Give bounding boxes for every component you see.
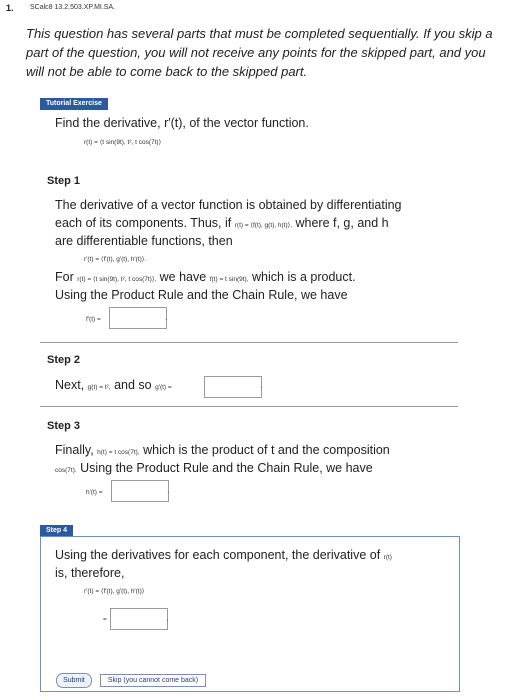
step1-line5: Using the Product Rule and the Chain Rule, we have: [55, 288, 348, 302]
step1-line1: The derivative of a vector function is obtained by differentiating: [55, 198, 402, 212]
period: .: [165, 312, 168, 323]
f-prime-answer-input[interactable]: [109, 307, 167, 329]
step1-line2-text-b: where f, g, and h: [295, 216, 389, 230]
step3-line2: [55, 459, 373, 480]
step4-line2: is, therefore,: [55, 566, 125, 580]
step4-banner: Step 4: [40, 525, 73, 537]
tutorial-prompt: Find the derivative, r′(t), of the vector function.: [55, 116, 309, 130]
g-prime-label: g′(t) =: [155, 384, 172, 391]
period: .: [166, 613, 169, 624]
step1-line4-math2: f(t) = t sin(9t),: [209, 276, 249, 283]
h-prime-answer-input[interactable]: [111, 480, 169, 502]
step1-line4-text-b: we have: [159, 270, 207, 284]
question-number: 1.: [6, 3, 14, 13]
submit-button[interactable]: Submit: [56, 673, 92, 688]
step2-text-b: and so: [114, 378, 152, 392]
step1-derivative-formula: r′(t) = ⟨f′(t), g′(t), h′(t)⟩.: [84, 256, 147, 263]
step3-text: Finally,: [55, 443, 94, 457]
skip-button[interactable]: Skip (you cannot come back): [100, 674, 206, 687]
step2-title: Step 2: [47, 354, 81, 366]
question-code: SCalc8 13.2.503.XP.MI.SA.: [30, 4, 116, 11]
step1-line2-math: r(t) = ⟨f(t), g(t), h(t)⟩,: [234, 222, 292, 229]
sequential-notice: This question has several parts that must be completed sequentially. If you skip a part of the question, you will not receive any points for the skipped part, and you will not be able to come back to the skipped part.: [26, 26, 493, 79]
step4-math1: r(t): [383, 554, 392, 561]
divider: [40, 342, 458, 343]
divider: [40, 406, 458, 407]
vector-function: r(t) = ⟨t sin(9t), t², t cos(7t)⟩: [84, 139, 162, 146]
r-prime-answer-input[interactable]: [110, 608, 168, 630]
step1-line3: are differentiable functions, then: [55, 234, 233, 248]
f-prime-label: f′(t) =: [86, 316, 101, 323]
tutorial-exercise-banner: Tutorial Exercise: [40, 98, 108, 110]
step1-line4-math1: r(t) = ⟨t sin(9t), t², t cos(7t)⟩,: [77, 276, 157, 283]
step3-math2: cos(7t).: [55, 467, 77, 474]
step4-derivative-formula: r′(t) = ⟨f′(t), g′(t), h′(t)⟩: [84, 588, 145, 595]
step2-line: [55, 376, 172, 397]
step2-math1: g(t) = t²,: [87, 384, 111, 391]
step3-text-b: which is the product of t and the composition: [143, 443, 390, 457]
step4-text: Using the derivatives for each component, the derivative of: [55, 548, 381, 562]
period: .: [167, 485, 170, 496]
period: .: [260, 380, 263, 391]
step1-title: Step 1: [47, 175, 81, 187]
question-header: [0, 0, 511, 20]
step3-text-c: Using the Product Rule and the Chain Rule, we have: [80, 461, 373, 475]
step1-line4-text: For: [55, 270, 74, 284]
step1-line2-text: each of its components. Thus, if: [55, 216, 232, 230]
step1-line4-text-c: which is a product.: [252, 270, 356, 284]
g-prime-answer-input[interactable]: [204, 376, 262, 398]
step2-text: Next,: [55, 378, 85, 392]
equals-sign: =: [103, 616, 107, 623]
step3-math1: h(t) = t cos(7t),: [97, 449, 140, 456]
h-prime-label: h′(t) =: [86, 489, 103, 496]
step3-title: Step 3: [47, 420, 81, 432]
